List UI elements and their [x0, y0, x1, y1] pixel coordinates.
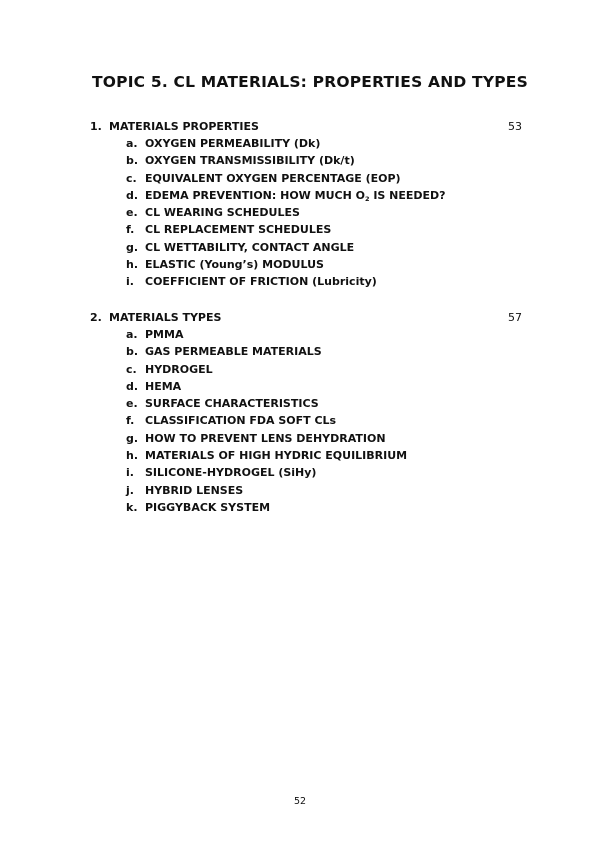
item-letter: e. — [126, 206, 138, 220]
toc-item[interactable] — [90, 239, 522, 256]
toc-item[interactable] — [90, 135, 522, 152]
item-text: PIGGYBACK SYSTEM — [145, 500, 271, 514]
item-text: CL WETTABILITY, CONTACT ANGLE — [145, 240, 355, 254]
section-label: MATERIALS PROPERTIES — [109, 120, 259, 133]
toc-section-materials-types — [90, 309, 522, 516]
item-text: HOW TO PREVENT LENS DEHYDRATION — [145, 431, 386, 445]
item-letter: k. — [126, 500, 138, 514]
item-letter: a. — [126, 328, 138, 341]
item-text: MATERIALS OF HIGH HYDRIC EQUILIBRIUM — [145, 449, 408, 463]
section-page-number: 57 — [508, 311, 522, 324]
item-letter: i. — [126, 275, 134, 289]
toc-item[interactable] — [90, 170, 522, 187]
toc-item[interactable] — [90, 204, 522, 221]
toc-section-materials-properties — [90, 118, 522, 291]
item-text-subscript: 2 — [364, 194, 370, 203]
item-text: OXYGEN TRANSMISSIBILITY (Dk/t) — [145, 154, 355, 168]
section-number: 2. — [90, 311, 102, 324]
section-number: 1. — [90, 120, 102, 133]
toc-item[interactable] — [90, 273, 522, 290]
item-text: PMMA — [145, 328, 184, 341]
item-text: EQUIVALENT OXYGEN PERCENTAGE (EOP) — [145, 171, 401, 185]
toc-item[interactable] — [90, 464, 522, 481]
item-letter: j. — [126, 483, 134, 497]
toc-item[interactable] — [90, 256, 522, 273]
item-text-main: EDEMA PREVENTION: HOW MUCH O — [145, 188, 365, 202]
section-items — [90, 326, 522, 516]
item-text: GAS PERMEABLE MATERIALS — [145, 345, 322, 359]
page-number-footer: 52 — [293, 796, 307, 807]
item-letter: h. — [126, 258, 139, 272]
toc-item[interactable] — [90, 482, 522, 499]
item-letter: f. — [126, 414, 135, 428]
item-text: HYBRID LENSES — [145, 483, 244, 497]
item-text-after: IS NEEDED? — [369, 188, 446, 202]
toc-item[interactable] — [90, 378, 522, 395]
item-text: HYDROGEL — [145, 362, 213, 376]
toc-item[interactable] — [90, 499, 522, 516]
item-letter: g. — [126, 240, 139, 254]
item-letter: h. — [126, 449, 139, 463]
item-text: SURFACE CHARACTERISTICS — [145, 397, 319, 411]
toc-item[interactable] — [90, 152, 522, 169]
item-text: ELASTIC (Young’s) MODULUS — [145, 258, 324, 272]
item-letter: b. — [126, 154, 139, 168]
toc-item[interactable] — [90, 430, 522, 447]
toc-item[interactable] — [90, 412, 522, 429]
item-text: COEFFICIENT OF FRICTION (Lubricity) — [145, 275, 377, 289]
toc-item[interactable] — [90, 326, 522, 343]
item-letter: c. — [126, 362, 137, 376]
item-text: CL REPLACEMENT SCHEDULES — [145, 223, 332, 237]
section-items — [90, 135, 522, 291]
section-page-number: 53 — [508, 120, 522, 133]
item-text: SILICONE-HYDROGEL (SiHy) — [145, 466, 317, 480]
toc-item[interactable] — [90, 395, 522, 412]
toc-item[interactable] — [90, 187, 522, 204]
item-letter: e. — [126, 397, 138, 411]
page-title: TOPIC 5. CL MATERIALS: PROPERTIES AND TYPES — [92, 73, 528, 91]
item-letter: f. — [126, 223, 135, 237]
item-letter: c. — [126, 171, 137, 185]
toc-item[interactable] — [90, 447, 522, 464]
toc-item[interactable] — [90, 343, 522, 360]
toc-item[interactable] — [90, 361, 522, 378]
item-text: CLASSIFICATION FDA SOFT CLs — [145, 414, 337, 428]
item-text: OXYGEN PERMEABILITY (Dk) — [145, 137, 321, 150]
section-heading[interactable] — [90, 118, 522, 135]
item-letter: i. — [126, 466, 134, 480]
section-heading[interactable] — [90, 309, 522, 326]
toc-item[interactable] — [90, 221, 522, 238]
item-letter: b. — [126, 345, 139, 359]
item-text: CL WEARING SCHEDULES — [145, 206, 300, 220]
item-letter: d. — [126, 379, 139, 393]
item-letter: g. — [126, 431, 139, 445]
item-text: HEMA — [145, 379, 182, 393]
item-letter: a. — [126, 137, 138, 150]
section-label: MATERIALS TYPES — [109, 311, 222, 324]
item-letter: d. — [126, 188, 139, 202]
